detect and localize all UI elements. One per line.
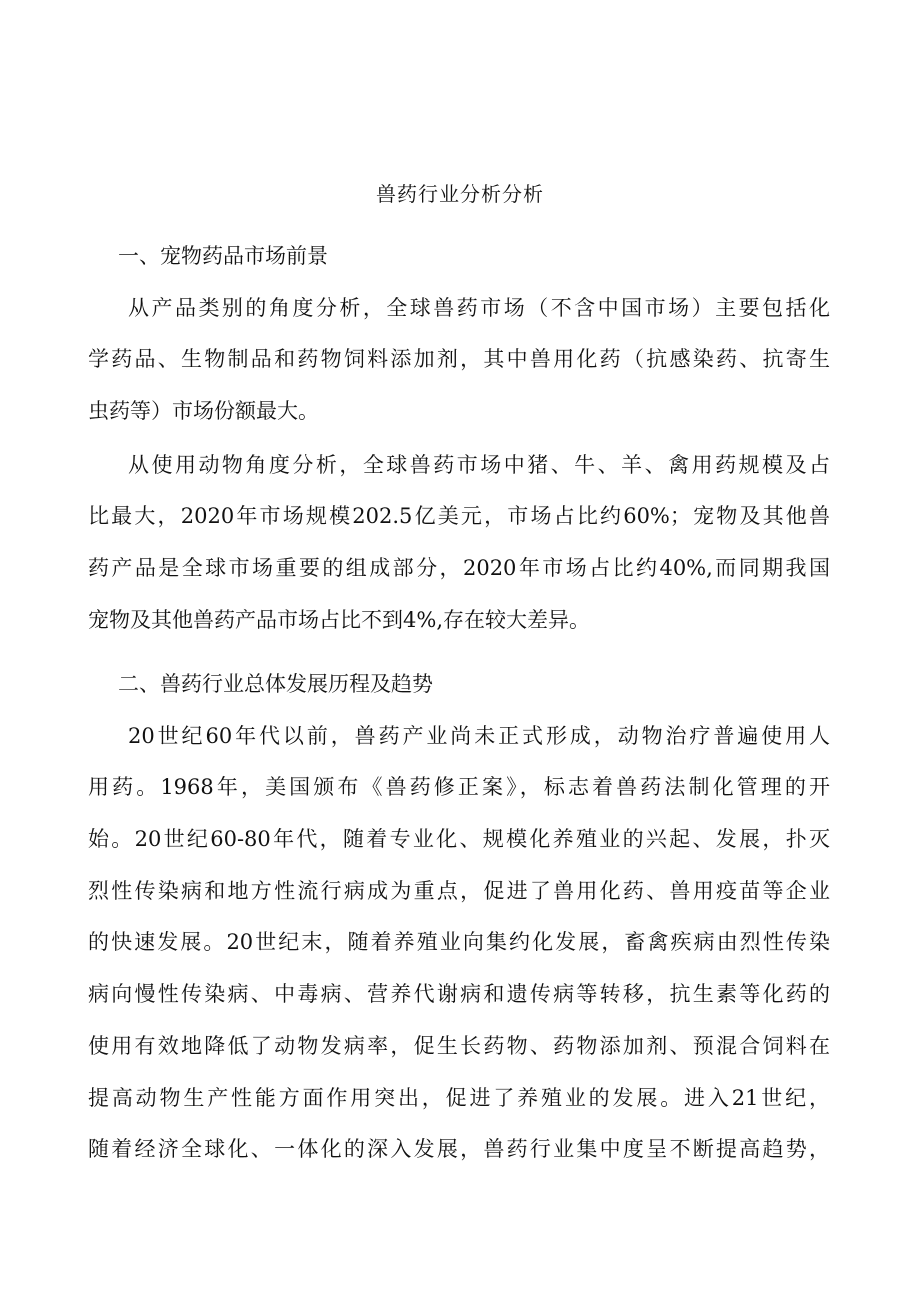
section-industry-history <box>88 659 830 1176</box>
document-title: 兽药行业分析分析 <box>376 182 544 206</box>
paragraph-line: 使用有效地降低了动物发病率，促生长药物、药物添加剂、预混合饲料在 <box>88 1033 830 1058</box>
paragraph-line: 比最大，2020年市场规模202.5亿美元，市场占比约60%；宠物及其他兽 <box>88 504 830 529</box>
section-heading: 一、宠物药品市场前景 <box>118 244 328 268</box>
paragraph-line: 烈性传染病和地方性流行病成为重点，促进了兽用化药、兽用疫苗等企业 <box>88 878 830 903</box>
paragraph-line: 随着经济全球化、一体化的深入发展，兽药行业集中度呈不断提高趋势， <box>88 1137 830 1162</box>
paragraph-line: 20世纪60年代以前，兽药产业尚未正式形成，动物治疗普遍使用人 <box>128 723 830 748</box>
paragraph-line: 从产品类别的角度分析，全球兽药市场（不含中国市场）主要包括化 <box>128 295 830 320</box>
section-pet-medicine <box>88 231 830 647</box>
paragraph-line: 病向慢性传染病、中毒病、营养代谢病和遗传病等转移，抗生素等化药的 <box>88 982 830 1007</box>
paragraph-line: 学药品、生物制品和药物饲料添加剂，其中兽用化药（抗感染药、抗寄生 <box>88 347 830 372</box>
paragraph-line: 宠物及其他兽药产品市场占比不到4%,存在较大差异。 <box>88 607 590 632</box>
paragraph <box>88 283 830 438</box>
paragraph-line: 用药。1968年，美国颁布《兽药修正案》，标志着兽药法制化管理的开 <box>88 775 830 800</box>
paragraph-line: 提高动物生产性能方面作用突出，促进了养殖业的发展。进入21世纪， <box>88 1085 830 1110</box>
paragraph-line: 始。20世纪60-80年代，随着专业化、规模化养殖业的兴起、发展，扑灭 <box>88 827 830 852</box>
paragraph-line: 虫药等）市场份额最大。 <box>88 399 319 424</box>
paragraph <box>88 711 830 1176</box>
paragraph-line: 从使用动物角度分析，全球兽药市场中猪、牛、羊、禽用药规模及占 <box>128 452 830 477</box>
paragraph-line: 药产品是全球市场重要的组成部分，2020年市场占比约40%,而同期我国 <box>88 556 830 581</box>
section-heading: 二、兽药行业总体发展历程及趋势 <box>118 672 433 696</box>
paragraph-line: 的快速发展。20世纪末，随着养殖业向集约化发展，畜禽疾病由烈性传染 <box>88 930 830 955</box>
paragraph <box>88 440 830 647</box>
